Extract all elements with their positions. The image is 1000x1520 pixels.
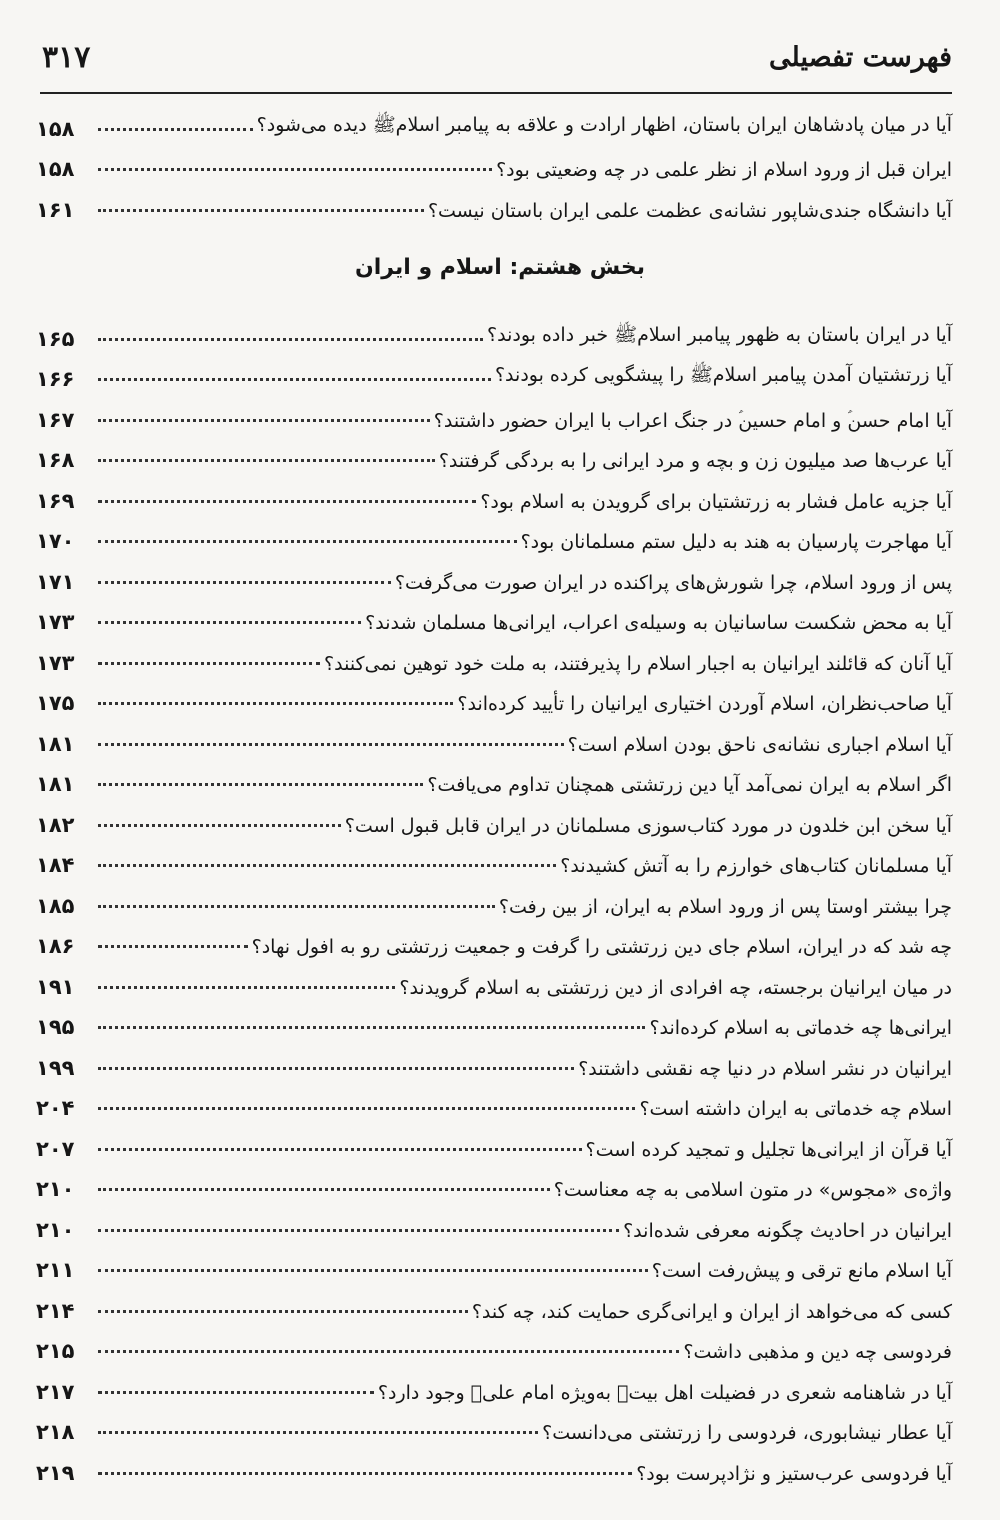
toc-entry xyxy=(36,1120,952,1161)
toc-entry xyxy=(36,877,952,918)
toc-entry-page: ۱۸۶ xyxy=(36,934,75,958)
toc-entry-page: ۱۷۳ xyxy=(36,610,75,634)
dot-leader xyxy=(98,986,395,989)
toc-entry-title: آیا امام حسن‌ؑ و امام حسین‌ؑ در جنگ اعراب با ایران حضور داشتند؟ xyxy=(433,409,952,432)
toc-entry xyxy=(36,1404,952,1445)
toc-entry xyxy=(36,594,952,635)
dot-leader xyxy=(98,945,248,948)
toc-entry xyxy=(36,1080,952,1121)
toc-entry-title: اسلام چه خدماتی به ایران داشته است؟ xyxy=(639,1098,952,1120)
toc-entry-title: آیا به محض شکست ساسانیان به وسیله‌ی اعراب، ایرانی‌ها مسلمان شدند؟ xyxy=(365,612,952,634)
toc-entry-title: پس از ورود اسلام، چرا شورش‌های پراکنده در ایران صورت می‌گرفت؟ xyxy=(394,571,952,594)
toc-entry xyxy=(36,796,952,837)
dot-leader xyxy=(98,1229,619,1232)
toc-entry-title: آیا عرب‌ها صد میلیون زن و بچه و مرد ایرانی را به بردگی گرفتند؟ xyxy=(438,450,952,472)
toc-entry-page: ۱۶۶ xyxy=(36,367,75,391)
dot-leader xyxy=(98,1148,582,1151)
dot-leader xyxy=(98,864,556,867)
toc-entry xyxy=(36,1242,952,1283)
toc-entry-title: فردوسی چه دین و مذهبی داشت؟ xyxy=(683,1341,952,1363)
dot-leader xyxy=(98,783,423,786)
dot-leader xyxy=(98,621,361,624)
toc-entry-title: ایرانیان در نشر اسلام در دنیا چه نقشی داشتند؟ xyxy=(578,1057,952,1080)
toc-entry-page: ۱۸۴ xyxy=(36,853,75,877)
toc-entry-title: ایران قبل از ورود اسلام از نظر علمی در چه وضعیتی بود؟ xyxy=(496,159,952,181)
toc-entry xyxy=(36,715,952,756)
toc-entry-title: واژه‌ی «مجوس» در متون اسلامی به چه معناست؟ xyxy=(553,1179,952,1201)
dot-leader xyxy=(98,1391,374,1394)
toc-entry-page: ۲۱۰ xyxy=(36,1177,75,1201)
toc-entry xyxy=(36,1444,952,1485)
toc-entry-page: ۱۹۵ xyxy=(36,1015,75,1039)
toc-entry xyxy=(36,472,952,513)
dot-leader xyxy=(98,1350,679,1353)
toc-entry-page: ۲۱۱ xyxy=(36,1258,75,1282)
toc-entry-page: ۱۶۹ xyxy=(36,488,75,513)
dot-leader xyxy=(98,702,453,705)
toc-entry-page: ۱۵۸ xyxy=(36,116,75,141)
toc-entry-page: ۱۸۱ xyxy=(36,772,75,796)
toc-entry xyxy=(36,634,952,675)
dot-leader xyxy=(98,1310,468,1313)
toc-entry-page: ۱۸۵ xyxy=(36,893,75,918)
toc-entry-page: ۱۹۱ xyxy=(36,974,75,999)
toc-entry-title: آیا فردوسی عرب‌ستیز و نژادپرست بود؟ xyxy=(636,1462,952,1485)
toc-entry-title: ایرانیان در احادیث چگونه معرفی شده‌اند؟ xyxy=(623,1219,952,1242)
toc-entry xyxy=(36,181,952,222)
dot-leader xyxy=(98,1188,550,1191)
toc-entry-page: ۱۶۵ xyxy=(36,326,75,351)
dot-leader xyxy=(98,1107,635,1110)
toc-entry-page: ۱۷۰ xyxy=(36,529,75,553)
toc-entry-title: آیا اسلام اجباری نشانه‌ی ناحق بودن اسلام است؟ xyxy=(567,733,952,756)
toc-entry-page: ۱۹۹ xyxy=(36,1055,75,1080)
section-heading: بخش هشتم: اسلام و ایران xyxy=(354,255,645,280)
toc-entry xyxy=(36,432,952,473)
toc-entry-title: آیا مسلمانان کتاب‌های خوارزم را به آتش کشیدند؟ xyxy=(560,855,952,877)
dot-leader xyxy=(98,824,341,827)
toc-entry xyxy=(36,553,952,594)
dot-leader xyxy=(98,743,564,746)
toc-entry-page: ۱۶۱ xyxy=(36,197,75,222)
dot-leader xyxy=(98,1026,645,1029)
toc-entry-page: ۱۶۸ xyxy=(36,448,75,472)
dot-leader xyxy=(98,662,320,665)
page-header xyxy=(40,40,952,94)
toc-entry-title: اگر اسلام به ایران نمی‌آمد آیا دین زرتشتی همچنان تداوم می‌یافت؟ xyxy=(427,774,952,796)
page-number: ۳۱۷ xyxy=(42,40,91,75)
dot-leader xyxy=(98,459,435,462)
toc-entry-page: ۲۱۴ xyxy=(36,1298,75,1323)
dot-leader xyxy=(98,905,495,908)
dot-leader xyxy=(98,378,491,381)
toc-entry xyxy=(36,756,952,797)
dot-leader xyxy=(98,540,517,543)
toc-entry-title: آیا زرتشتیان آمدن پیامبر اسلامﷺ را پیشگویی کرده بودند؟ xyxy=(494,364,952,386)
toc-entry-title: آیا در میان پادشاهان ایران باستان، اظهار ارادت و علاقه به پیامبر اسلامﷺ دیده می‌شود؟ xyxy=(256,113,952,136)
toc-entry-page: ۲۱۹ xyxy=(36,1460,75,1485)
toc-entry xyxy=(36,1323,952,1364)
toc-entry-title: کسی که می‌خواهد از ایران و ایرانی‌گری حمایت کند، چه کند؟ xyxy=(471,1300,952,1323)
toc-entry-title: آیا آنان که قائلند ایرانیان به اجبار اسلام را پذیرفتند، به ملت خود توهین نمی‌کنند؟ xyxy=(324,652,952,675)
toc-entry-title: آیا اسلام مانع ترقی و پیش‌رفت است؟ xyxy=(651,1260,952,1282)
toc-entry xyxy=(36,1201,952,1242)
toc-entry xyxy=(36,513,952,554)
toc-entry-page: ۱۷۵ xyxy=(36,691,75,715)
toc-entry-page: ۱۷۱ xyxy=(36,569,75,594)
toc-entry xyxy=(36,310,952,351)
toc-entry-title: آیا قرآن از ایرانی‌ها تجلیل و تمجید کرده است؟ xyxy=(585,1138,952,1161)
toc-list-section-eight xyxy=(36,310,952,1485)
toc-entry-page: ۲۱۸ xyxy=(36,1420,75,1444)
toc-entry xyxy=(36,1363,952,1404)
toc-entry xyxy=(36,351,952,392)
toc-entry xyxy=(36,100,952,141)
toc-entry-title: آیا جزیه عامل فشار به زرتشتیان برای گرویدن به اسلام بود؟ xyxy=(480,490,952,513)
toc-entry xyxy=(36,918,952,959)
toc-entry-page: ۱۶۷ xyxy=(36,407,75,432)
book-title: فهرست تفصیلی xyxy=(769,42,952,73)
toc-entry-page: ۱۸۱ xyxy=(36,731,75,756)
toc-entry-page: ۲۰۴ xyxy=(36,1096,75,1120)
toc-entry-page: ۲۱۰ xyxy=(36,1217,75,1242)
toc-entry xyxy=(36,1039,952,1080)
toc-entry-page: ۱۷۳ xyxy=(36,650,75,675)
toc-entry xyxy=(36,999,952,1040)
toc-entry-title: آیا در ایران باستان به ظهور پیامبر اسلامﷺ خبر داده بودند؟ xyxy=(487,323,952,346)
dot-leader xyxy=(98,419,430,422)
dot-leader xyxy=(98,1472,632,1475)
dot-leader xyxy=(98,500,476,503)
toc-entry xyxy=(36,141,952,182)
dot-leader xyxy=(98,338,483,341)
toc-entry xyxy=(36,958,952,999)
dot-leader xyxy=(98,209,424,212)
dot-leader xyxy=(98,1431,538,1434)
toc-list-previous-section xyxy=(36,100,952,222)
toc-entry-title: آیا عطار نیشابوری، فردوسی را زرتشتی می‌دانست؟ xyxy=(542,1422,952,1444)
toc-entry-title: آیا مهاجرت پارسیان به هند به دلیل ستم مسلمانان بود؟ xyxy=(520,531,952,553)
toc-entry-page: ۲۱۷ xyxy=(36,1379,75,1404)
toc-entry-page: ۲۰۷ xyxy=(36,1136,75,1161)
toc-entry-title: چرا بیشتر اوستا پس از ورود اسلام به ایران، از بین رفت؟ xyxy=(498,895,952,918)
dot-leader xyxy=(98,168,492,171)
toc-entry-page: ۱۵۸ xyxy=(36,157,75,181)
toc-entry xyxy=(36,837,952,878)
toc-entry xyxy=(36,1282,952,1323)
dot-leader xyxy=(98,581,391,584)
toc-entry xyxy=(36,391,952,432)
dot-leader xyxy=(98,1269,648,1272)
dot-leader xyxy=(98,128,253,131)
toc-entry-title: آیا دانشگاه جندی‌شاپور نشانه‌ی عظمت علمی ایران باستان نیست؟ xyxy=(427,199,952,222)
toc-entry-title: چه شد که در ایران، اسلام جای دین زرتشتی را گرفت و جمعیت زرتشتی رو به افول نهاد؟ xyxy=(251,936,952,958)
toc-entry-title: آیا سخن ابن خلدون در مورد کتاب‌سوزی مسلمانان در ایران قابل قبول است؟ xyxy=(344,814,952,837)
toc-entry-page: ۱۸۲ xyxy=(36,812,75,837)
toc-entry-title: ایرانی‌ها چه خدماتی به اسلام کرده‌اند؟ xyxy=(649,1017,952,1039)
toc-entry-title: آیا صاحب‌نظران، اسلام آوردن اختیاری ایرانیان را تأیید کرده‌اند؟ xyxy=(457,693,952,715)
toc-entry-page: ۲۱۵ xyxy=(36,1339,75,1363)
toc-entry-title: در میان ایرانیان برجسته، چه افرادی از دین زرتشتی به اسلام گرویدند؟ xyxy=(399,976,952,999)
dot-leader xyxy=(98,1067,574,1070)
toc-entry-title: آیا در شاهنامه شعری در فضیلت اهل بیتؑ به‌ویژه امام علیؑ وجود دارد؟ xyxy=(377,1381,952,1404)
toc-entry xyxy=(36,675,952,716)
toc-entry xyxy=(36,1161,952,1202)
